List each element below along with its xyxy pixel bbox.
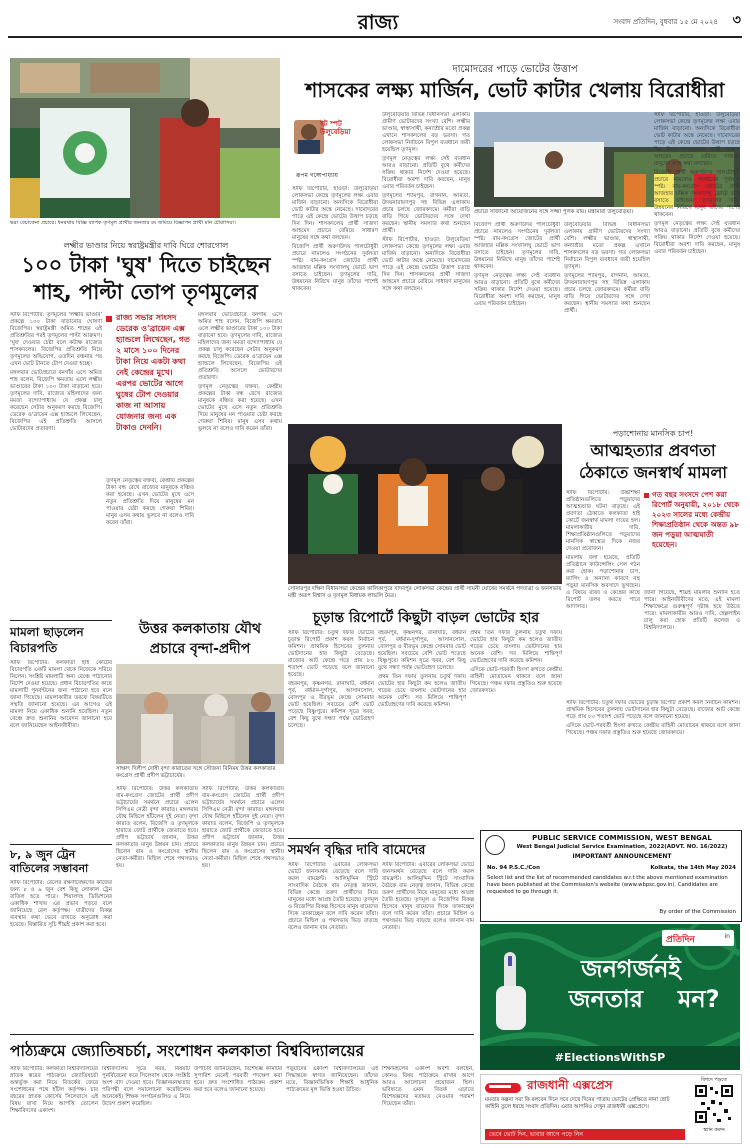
story9-para5: শিক্ষামহলের একাংশ অবশ্য বলছেন, কোনও বিষয় পাঠ্যক্রমে রাখার আগে আরও আলোচনা প্রয়োজন ছিল। ভবিষ্যতে এমন বিতর্ক এড়াতে বিশেষজ্ঞদের মতামত নেওয়ার পরামর্শ দিয়েছেন তাঁরা।	[382, 1066, 474, 1107]
story1-body-col3	[198, 312, 282, 614]
qr-label: বিশদে পড়তে	[700, 1077, 728, 1083]
story3-para1: স্টাফ রিপোর্টার: উচ্চশিক্ষা প্রতিষ্ঠানগুলিতে পড়ুয়াদের আত্মহত্যার ঘটনা বাড়ছে। এই প্রবণতা ঠেকাতে কলকাতা হাই কোর্টে জনস্বার্থ মামলা দায়ের হল। মামলাকারীর দাবি, শিক্ষাপ্রতিষ্ঠানগুলিতে পড়ুয়াদের মানসিক স্বাস্থ্যের দিকে নজর দেওয়া প্রয়োজন।	[566, 490, 640, 552]
story1-body-col1	[10, 312, 102, 614]
ad-line2: জনতার	[569, 985, 643, 1013]
story7-body-col1	[288, 630, 374, 836]
psc-number: No. 94 P.S.C./Con	[487, 865, 540, 871]
story5-headline-line2: বাতিলের সম্ভাবনা	[10, 862, 89, 875]
story1-headline-line2: শাহ, পাল্টা তোপ তৃণমূলের	[34, 280, 258, 304]
story1-para1: স্টাফ রিপোর্টার: তৃণমূলের 'লক্ষ্মীর ভাণ্ডার' প্রকল্পে ১০০ টাকা বাড়ানোর ঘোষণা বিজেপির। স্বরাষ্ট্রমন্ত্রী অমিত শাহের এই প্রতিশ্রুতির পরই তৃণমূলের পাল্টা আক্রমণ। 'ঘুষ' দেওয়ার চেষ্টা বলে কটাক্ষ রাজ্যের শাসকদলের। বিজেপির প্রতিশ্রুতি নিয়ে তৃণমূলের অভিযোগ, এতদিন বঞ্চনার পর এখন ভোট টানতে টোপ দেওয়া হচ্ছে।	[10, 312, 102, 367]
story6-headline-line1: উত্তর কলকাতায় যৌথ	[138, 621, 262, 637]
story8-para1: স্টাফ রিপোর্টার: এবারের লোকসভা ভোটে জনসমর্থন বেড়েছে বলে দাবি করল বামফ্রন্ট। আলিমুদ্দিন স্ট্রিটে সাংবাদিক বৈঠকে বাম নেতৃত্ব জানান, বিভিন্ন কেন্দ্রে তরুণ প্রার্থীদের নিয়ে মানুষের মধ্যে আগ্রহ তৈরি হয়েছে। তৃণমূল ও বিজেপির বিকল্প হিসেবে মানুষ বামেদের দিকে তাকাচ্ছেন বলে দাবি করেন তাঁরা। প্রচারে মিছিল ও পথসভায় ভিড় বাড়ছে বলেও জানান বাম নেতারা।	[288, 862, 378, 931]
story2-para5-cont: তৃণমূলের শ্যামপুর, বাগনান, আমতা, উদয়নারায়ণপুর সহ বিভিন্ন এলাকায় প্রচার চলছে জোরকদমে। কর্মীরা বাড়ি বাড়ি গিয়ে ভোটারদের সঙ্গে দেখা করছেন। স্থানীয় সমস্যার কথা শুনছেন প্রার্থী।	[564, 273, 650, 314]
story4-headline-line2: বিচারপতি	[10, 641, 58, 655]
market-photo	[10, 58, 280, 218]
psc-date: Kolkata, the 14th May 2024	[650, 865, 736, 871]
story7-para2-cont: বহরমপুর, কৃষ্ণনগর, রানাঘাট, বর্ধমান পূর্ব, বর্ধমান-দুর্গাপুর, আসানসোল, বোলপুর ও বীরভূম কেন্দ্রে সোমবার ভোট হয়েছিল। সবচেয়ে বেশি ভোট পড়েছে বিষ্ণুপুরে। কমিশন সূত্রে খবর, বেশ কিছু বুথে সন্ধ্যা পর্যন্ত ভোটগ্রহণ চলেছে।	[378, 630, 466, 671]
divider-left-1	[10, 620, 112, 621]
ad-brand-name: প্রতিদিন	[666, 935, 695, 945]
story1-kicker: লক্ষ্মীর ভাণ্ডার নিয়ে স্বরাষ্ট্রমন্ত্রীর দাবি ঘিরে শোরগোল	[63, 241, 229, 250]
story2-para2: বিজেপি প্রার্থী অরুণউদয় পালচৌধুরী প্রচারে নামলেও সংগঠনের দুর্বলতা স্পষ্ট। বাম-কংগ্রেস জোটের প্রার্থী আজহার মল্লিক সংখ্যালঘু ভোটে ভাগ বসাতে চাইছেন। তৃণমূলের দাবি, উন্নয়নের নিরিখে মানুষ তাঁদের পাশেই থাকবেন।	[292, 244, 378, 292]
story1-para2: মঙ্গলবার ভোটপ্রচারে বনগাঁয় এসে অমিত শাহ বলেন, বিজেপি ক্ষমতায় এলে লক্ষ্মীর ভাণ্ডারের টাকা ১০০ টাকা বাড়ানো হবে। তৃণমূলের দাবি, রাজ্যের মহিলাদের জন্য মমতা বন্দ্যোপাধ্যায় যে প্রকল্প চালু করেছেন সেটার অনুকরণ করছে বিজেপি। ডেরেক ও'ব্রায়েন এক্স হ্যান্ডলে লিখেছেন, বিজেপির এই প্রতিশ্রুতি আসলে ভোটারদের প্রতারণা।	[10, 370, 102, 432]
story3-headline-line2: ঠেকাতে জনস্বার্থ মামলা	[578, 463, 728, 482]
rally-photo-caption: প্রচারে সাজানো আয়োজনের সঙ্গে সজ্জা পুলক রায়। মন্ত্রামারা উলুবেড়িয়া।	[474, 209, 634, 215]
story2-para2-cont2: বিজেপি প্রার্থী অরুণউদয় পালচৌধুরী প্রচারে নামলেও সংগঠনের দুর্বলতা স্পষ্ট। বাম-কংগ্রেস জোটের প্রার্থী আজহার মল্লিক সংখ্যালঘু ভোটে ভাগ বসাতে চাইছেন। তৃণমূলের দাবি, উন্নয়নের নিরিখে মানুষ তাঁদের পাশেই থাকবেন।	[654, 170, 740, 218]
story7-para3: প্রথম তিন দফার তুলনায় চতুর্থ দফায় ভোটের হার কিছুটা কম হলেও জাতীয় গড়ের চেয়ে বাংলায় ভোটদানের হার অনেক বেশি। সব মিলিয়ে শান্তিপূর্ণ ভোটগ্রহণের দাবি করেছে কমিশন।	[378, 674, 466, 708]
story7-headline: চূড়ান্ত রিপোর্টে কিছুটা বাড়ল ভোটের হার	[312, 610, 540, 626]
story1-para1-cont: মঙ্গলবার ভোটপ্রচারে বনগাঁয় এসে অমিত শাহ বলেন, বিজেপি ক্ষমতায় এলে লক্ষ্মীর ভাণ্ডারের টাকা ১০০ টাকা বাড়ানো হবে। তৃণমূলের দাবি, রাজ্যের মহিলাদের জন্য মমতা বন্দ্যোপাধ্যায় যে প্রকল্প চালু করেছেন সেটার অনুকরণ করছে বিজেপি। ডেরেক ও'ব্রায়েন এক্স হ্যান্ডলে লিখেছেন, বিজেপির এই প্রতিশ্রুতি আসলে ভোটারদের প্রতারণা।	[198, 312, 282, 381]
story9-para2: বিশ্ববিদ্যালয় সূত্রে খবর, বিষয়টি পুনর্বিবেচনা করে সিলেবাস থেকে সংশ্লিষ্ট অংশ বাদ দেওয়া হবে। বিজ্ঞানমনস্কতার পরিপন্থী বলে সমালোচনা করেছিলেন অনেকেই। শিক্ষক সংগঠনগুলিও এ নিয়ে উদ্বেগ প্রকাশ করেছিল।	[102, 1066, 190, 1107]
story6-body-col2	[202, 786, 284, 1030]
brinda-photo	[116, 664, 284, 764]
qr-sublabel: স্ক্যান করুন	[703, 1127, 725, 1133]
story7-body-col3	[470, 630, 562, 836]
story1-para3: তৃণমূল নেতৃত্বের বক্তব্য, কেন্দ্রীয় প্রকল্পের টাকা বন্ধ রেখে রাজ্যের মানুষকে বঞ্চিত করা হয়েছে। এখন ভোটের মুখে এসে নতুন প্রতিশ্রুতি দিয়ে মানুষের মন পাওয়ার চেষ্টা করছে গেরুয়া শিবির। মানুষ এসব কথায় ভুলবে না বলেও দাবি করেন তাঁরা।	[106, 478, 194, 526]
story7-body-col4	[566, 700, 740, 820]
story7-para1-cont: স্টাফ রিপোর্টার: চতুর্থ দফার ভোটের চূড়ান্ত রিপোর্ট প্রকাশ করল নির্বাচন কমিশন। প্রাথমিক হিসেবের তুলনায় ভোটদানের হার কিছুটা বেড়েছে। রাজ্যের আট কেন্দ্রে গড়ে প্রায় ৮০ শতাংশ ভোট পড়েছে বলে জানানো হয়েছে।	[566, 700, 740, 720]
ad-brand-suffix: in	[724, 933, 730, 940]
story8-para1-cont: স্টাফ রিপোর্টার: এবারের লোকসভা ভোটে জনসমর্থন বেড়েছে বলে দাবি করল বামফ্রন্ট। আলিমুদ্দিন স্ট্রিটে সাংবাদিক বৈঠকে বাম নেতৃত্ব জানান, বিভিন্ন কেন্দ্রে তরুণ প্রার্থীদের নিয়ে মানুষের মধ্যে আগ্রহ তৈরি হয়েছে। তৃণমূল ও বিজেপির বিকল্প হিসেবে মানুষ বামেদের দিকে তাকাচ্ছেন বলে দাবি করেন তাঁরা। প্রচারে মিছিল ও পথসভায় ভিড় বাড়ছে বলেও জানান বাম নেতারা।	[382, 862, 474, 931]
ad-line1: জনগর্জনই	[581, 955, 681, 983]
brinda-photo-caption: সাক্ষাৎ দিলীপ দোষী বৃন্দা কারাতের সঙ্গে সৌজন্য বিনিময় উত্তর কলকাতার কংগ্রেস প্রার্থী প্রদীপ ভট্টাচার্যের।	[116, 766, 276, 779]
story2-kicker: দামোদরের পাড়ে ভোটের উত্তাপ	[452, 64, 578, 75]
story3-headline-line1: আত্মহত্যার প্রবণতা	[590, 441, 716, 460]
page-number: ৩	[732, 13, 741, 28]
header-rule	[8, 36, 742, 38]
market-photo-caption: ভরা বেচাকেনা প্রচারে। ধনরথায় বিজ্ঞি ব্যাপক তৃণমূল প্রার্থীর জনতার রং জমিয়ে বিজ্ঞাপন প্রার্থী মনি চৌরাসিয়া।	[10, 220, 236, 226]
ad-brand	[662, 930, 734, 946]
divider-left-2	[10, 844, 112, 845]
psc-body: Select list and the list of recommended candidates w.r.t the above mentioned examination have been published at the Commission's website (www.wbpsc.gov.in). Candidates are requested to go through it.	[487, 875, 728, 895]
campaign-photo	[288, 424, 562, 584]
rajdhani-tagline: ভেবে ভোট দিন, ভাবার আগে পড়ে নিন	[485, 1129, 685, 1140]
story2-para5: তৃণমূলের শ্যামপুর, বাগনান, আমতা, উদয়নারায়ণপুর সহ বিভিন্ন এলাকায় প্রচার চলছে জোরকদমে। কর্মীরা বাড়ি বাড়ি গিয়ে ভোটারদের সঙ্গে দেখা করছেন। স্থানীয় সমস্যার কথা শুনছেন প্রার্থী।	[382, 193, 470, 234]
story7-para1: স্টাফ রিপোর্টার: চতুর্থ দফার ভোটের চূড়ান্ত রিপোর্ট প্রকাশ করল নির্বাচন কমিশন। প্রাথমিক হিসেবের তুলনায় ভোটদানের হার কিছুটা বেড়েছে। রাজ্যের আট কেন্দ্রে গড়ে প্রায় ৮০ শতাংশ ভোট পড়েছে বলে জানানো হয়েছে।	[288, 630, 374, 678]
story3-body-col1	[566, 490, 640, 696]
story3-para3: জানা গিয়েছে, শীঘ্রই মামলার শুনানি হতে পারে। আইনজীবীদের মতে, এই মামলা শিক্ষাক্ষেত্রে গুরুত্বপূর্ণ দৃষ্টান্ত হয়ে উঠতে পারে। মামলাকারীর আরও দাবি, হেল্পলাইন চালু করা হোক প্রতিটি কলেজ ও বিশ্ববিদ্যালয়ে।	[644, 590, 740, 631]
story9-para3: উপাচার্য জানিয়েছেন, বিশেষজ্ঞ কমিটির সুপারিশ মেনেই পরবর্তী পদক্ষেপ করা হবে। দ্রুত সংশোধিত পাঠ্যক্রম প্রকাশ করা হবে বলেও জানানো হয়েছে।	[194, 1066, 282, 1093]
qr-code[interactable]	[695, 1085, 733, 1123]
story5-body: স্টাফ রিপোর্টার: রেলের রক্ষণাবেক্ষণের কাজের জন্য ৮ ও ৯ জুন বেশ কিছু লোকাল ট্রেন বাতিল হতে পারে। শিয়ালদহ ডিভিশনের একাধিক শাখায় এর প্রভাব পড়বে বলে জানিয়েছে রেল কর্তৃপক্ষ। যাত্রীদের বিকল্প ব্যবস্থার কথা ভেবে রাখতে অনুরোধ করা হয়েছে। বিস্তারিত সূচি শীঘ্রই প্রকাশ করা হবে।	[10, 880, 112, 928]
psc-notice	[480, 830, 742, 922]
hotspot-tag: হট স্পট উলুবেড়িয়া	[320, 120, 351, 136]
ad-hand-icon	[494, 952, 528, 1032]
section-title: রাজ্য	[357, 10, 399, 34]
psc-emblem	[485, 835, 505, 855]
story4-body: স্টাফ রিপোর্টার: কলকাতা হাই কোর্টের বিচারপতি একটি মামলা থেকে নিজেকে সরিয়ে নিলেন। সংশ্লিষ্ট মামলাটি অন্য বেঞ্চে পাঠানোর নির্দেশ দেওয়া হয়েছে। প্রধান বিচারপতির কাছে মামলাটি পুনর্বণ্টনের জন্য পাঠানো হবে বলে জানা গিয়েছে। মামলাকারীর তরফে বিষয়টিতে সম্মতি জানানো হয়েছে। এর আগেও এই মামলা নিয়ে একাধিক শুনানি হয়েছিল। নতুন বেঞ্চে দ্রুত শুনানির আবেদন জানানো হবে বলে জানিয়েছেন আইনজীবীরা।	[10, 660, 112, 729]
story6-headline-line2: প্রচারে বৃন্দা-প্রদীপ	[149, 641, 251, 657]
story9-para4: পড়ুয়াদের একাংশ বিশ্ববিদ্যালয়ের এই সিদ্ধান্তকে স্বাগত জানিয়েছেন। তাঁদের মতে, বিজ্ঞানভিত্তিক শিক্ষাই আধুনিক পাঠ্যক্রমের মূল ভিত্তি হওয়া উচিত।	[286, 1066, 378, 1093]
story7-para3-cont: প্রথম তিন দফার তুলনায় চতুর্থ দফায় ভোটের হার কিছুটা কম হলেও জাতীয় গড়ের চেয়ে বাংলায় ভোটদানের হার অনেক বেশি। সব মিলিয়ে শান্তিপূর্ণ ভোটগ্রহণের দাবি করেছে কমিশন।	[470, 630, 562, 664]
story2-para2-cont: বিজেপি প্রার্থী অরুণউদয় পালচৌধুরী প্রচারে নামলেও সংগঠনের দুর্বলতা স্পষ্ট। বাম-কংগ্রেস জোটের প্রার্থী আজহার মল্লিক সংখ্যালঘু ভোটে ভাগ বসাতে চাইছেন। তৃণমূলের দাবি, উন্নয়নের নিরিখে মানুষ তাঁদের পাশেই থাকবেন।	[474, 222, 560, 270]
story3-factbox	[644, 490, 740, 586]
factbox-bullet	[644, 493, 649, 498]
psc-title: PUBLIC SERVICE COMMISSION, WEST BENGAL	[532, 834, 712, 842]
rajdhani-ad[interactable]	[480, 1074, 742, 1144]
story9-body-col1	[10, 1066, 98, 1142]
columnist-box	[292, 120, 351, 170]
story2-para1-cont: স্টাফ রিপোর্টার, হাওড়া: উলুবেড়িয়া লোকসভা কেন্দ্রে তৃণমূলের লক্ষ্য এবার মার্জিন বাড়ানো। অন্যদিকে বিরোধীরা ভোট কাটার অঙ্কে নেমেছে। দামোদরের পাড়ে এই কেন্দ্রে ভোটের উত্তাপ চড়ছে দিন দিন। শাসকদলের প্রার্থী সাজদা আহমেদ প্রচারে বেরিয়ে সাধারণ মানুষের সঙ্গে কথা বলছেন।	[382, 237, 470, 292]
page-header	[8, 8, 742, 38]
story4-headline-line1: মামলা ছাড়লেন	[10, 625, 84, 639]
story1-para3-cont: তৃণমূল নেতৃত্বের বক্তব্য, কেন্দ্রীয় প্রকল্পের টাকা বন্ধ রেখে রাজ্যের মানুষকে বঞ্চিত করা হয়েছে। এখন ভোটের মুখে এসে নতুন প্রতিশ্রুতি দিয়ে মানুষের মন পাওয়ার চেষ্টা করছে গেরুয়া শিবির। মানুষ এসব কথায় ভুলবে না বলেও দাবি করেন তাঁরা।	[198, 384, 282, 432]
pullquote-text: রাজ্য সভার সাংসদ ডেরেক ও'ব্রায়েন এক্স হ্যান্ডলে লিখেছেন, গত ২ মাসে ১০০ দিনের টাকা নিয়ে একটা কথা নেই কেন্দ্রের মুখে। এরপর ভোটের আগে ঘুষের টোপ দেওয়ার কাজ না আসায় যোজনার জন্য এক টাকাও দেননি।	[116, 313, 190, 432]
story9-body-col2	[102, 1066, 190, 1142]
dateline: সংবাদ প্রতিদিন, বুধবার ১৫ মে ২০২৪	[613, 18, 718, 26]
columnist-name: রূপম গঙ্গোপাধ্যায়	[296, 172, 338, 179]
story8-headline: সমর্থন বৃদ্ধির দাবি বামেদের	[288, 843, 426, 858]
divider-mid-1	[288, 838, 474, 839]
story9-para1: স্টাফ রিপোর্টার: কলকাতা বিশ্ববিদ্যালয়ের স্নাতক স্তরের পাঠ্যক্রমে জ্যোতিষচর্চা অন্তর্ভুক্ত করা নিয়ে বিতর্কের জেরে সংশোধনের পথে হাঁটল কর্তৃপক্ষ। চার বছরের স্নাতক কোর্সের সিলেবাসে এই বিষয় রাখা নিয়ে আপত্তি তোলেন শিক্ষাবিদদের একাংশ।	[10, 1066, 98, 1114]
story8-body-col1	[288, 862, 378, 1032]
divider-bottom	[10, 1034, 474, 1035]
story2-para1: স্টাফ রিপোর্টার, হাওড়া: উলুবেড়িয়া লোকসভা কেন্দ্রে তৃণমূলের লক্ষ্য এবার মার্জিন বাড়ানো। অন্যদিকে বিরোধীরা ভোট কাটার অঙ্কে নেমেছে। দামোদরের পাড়ে এই কেন্দ্রে ভোটের উত্তাপ চড়ছে দিন দিন। শাসকদলের প্রার্থী সাজদা আহমেদ প্রচারে বেরিয়ে সাধারণ মানুষের সঙ্গে কথা বলছেন।	[292, 186, 378, 241]
story9-headline: পাঠ্যক্রমে জ্যোতিষচর্চা, সংশোধন কলকাতা বিশ্ববিদ্যালয়ের	[10, 1042, 365, 1060]
story7-para4: এদিকে ভোট-পরবর্তী হিংসা রুখতে কেন্দ্রীয় বাহিনী মোতায়েন থাকবে বলে জানা গিয়েছে। পঞ্চম দফার প্রস্তুতিও শুরু হয়েছে জোরকদমে।	[470, 667, 562, 694]
story7-body-col2	[378, 630, 466, 836]
psc-subtitle: West Bengal Judicial Service Examination, 2022(ADVT. NO. 16/2022)	[516, 844, 728, 850]
story7-para4-cont: এদিকে ভোট-পরবর্তী হিংসা রুখতে কেন্দ্রীয় বাহিনী মোতায়েন থাকবে বলে জানা গিয়েছে। পঞ্চম দফার প্রস্তুতিও শুরু হয়েছে জোরকদমে।	[566, 723, 740, 736]
campaign-photo-caption: সোনারপুর দক্ষিণ বিধানসভা কেন্দ্রের কালিকাপুরে যাদবপুর লোকসভা কেন্দ্রের প্রার্থী সায়নী ঘোষের সমর্থনে পদযাত্রা ও জনসভায় মন্ত্রী অরূপ বিশ্বাস ও তৃণমূল বিধায়ক লাভলি মৈত্র।	[288, 586, 562, 599]
factbox-text: গত বছর সংসদে পেশ করা রিপোর্ট অনুযায়ী, ২০১৮ থেকে ২০২৩ সালের মধ্যে কেন্দ্রীয় শিক্ষাপ্রতিষ্ঠান থেকে অন্তত ৯৮ জন পড়ুয়া আত্মঘাতী হয়েছেন।	[652, 490, 740, 549]
story2-para4-cont: তৃণমূল নেতৃত্বের লক্ষ্য সেই ব্যবধান আরও বাড়ানো। প্রতিটি বুথে কর্মীদের সক্রিয় থাকার নির্দেশ দেওয়া হয়েছে। বিরোধীরা অবশ্য দাবি করছেন, মানুষ এবার পরিবর্তন চাইছেন।	[474, 273, 560, 307]
story2-headline: শাসকের লক্ষ্য মার্জিন, ভোট কাটার খেলায় বিরোধীরা	[305, 78, 725, 102]
story9-body-col5	[382, 1066, 474, 1142]
elections-ad[interactable]	[480, 924, 740, 1070]
story8-body-col2	[382, 862, 474, 1032]
rajdhani-title: রাজধানী এক্সপ্রেস	[527, 1078, 613, 1092]
story1-body-col2	[106, 478, 194, 614]
ad-hashtag: #ElectionsWithSP	[480, 1046, 740, 1070]
story2-para4-cont2: তৃণমূল নেতৃত্বের লক্ষ্য সেই ব্যবধান আরও বাড়ানো। প্রতিটি বুথে কর্মীদের সক্রিয় থাকার নির্দেশ দেওয়া হয়েছে। বিরোধীরা অবশ্য দাবি করছেন, মানুষ এবার পরিবর্তন চাইছেন।	[654, 221, 740, 255]
story9-body-col3	[194, 1066, 282, 1142]
story5-headline-line1: ৮, ৯ জুন ট্রেন	[10, 848, 76, 861]
story3-body-col2	[644, 590, 740, 696]
story1-pullquote	[106, 312, 194, 472]
story1-headline-line1: ১০০ টাকা 'ঘুষ' দিতে চাইছেন	[21, 253, 271, 277]
story2-para4: তৃণমূল নেতৃত্বের লক্ষ্য সেই ব্যবধান আরও বাড়ানো। প্রতিটি বুথে কর্মীদের সক্রিয় থাকার নির্দেশ দেওয়া হয়েছে। বিরোধীরা অবশ্য দাবি করছেন, মানুষ এবার পরিবর্তন চাইছেন।	[382, 156, 470, 190]
ad-line3: মন?	[678, 985, 720, 1013]
rajdhani-text: মমতার কল্পনা সরা কি বলবেন দিনে সবে দেখে দিনের পাতায় ভোটের প্রেক্ষিতে নানা ছোট কাহিনি তুলে ধরছে সংবাদ প্রতিদিন। এবার আপনিও দেখুন রাজধানী এক্সপ্রেসে।	[485, 1097, 670, 1110]
story6-para1: স্টাফ রিপোর্টার: উত্তর কলকাতায় বাম-কংগ্রেস জোটের প্রার্থী প্রদীপ ভট্টাচার্যের সমর্থনে প্রচারে এলেন সিপিএম নেত্রী বৃন্দা কারাত। মঙ্গলবার যৌথ মিছিলে হাঁটলেন দুই নেতা। বৃন্দা কারাত বলেন, বিজেপি ও তৃণমূলকে হারাতে জোট প্রার্থীকে জেতাতে হবে। প্রদীপ ভট্টাচার্য জানান, উত্তর কলকাতার মানুষ উন্নয়ন চান। প্রচারে ছিলেন বাম ও কংগ্রেসের স্থানীয় নেতা-কর্মীরা। মিছিল শেষে পথসভাও হয়।	[116, 786, 198, 869]
story2-para1-cont2: স্টাফ রিপোর্টার, হাওড়া: উলুবেড়িয়া লোকসভা কেন্দ্রে তৃণমূলের লক্ষ্য এবার মার্জিন বাড়ানো। অন্যদিকে বিরোধীরা ভোট কাটার অঙ্কে নেমেছে। দামোদরের পাড়ে এই কেন্দ্রে ভোটের উত্তাপ চড়ছে দিন দিন। শাসকদলের প্রার্থী সাজদা আহমেদ প্রচারে বেরিয়ে সাধারণ মানুষের সঙ্গে কথা বলছেন।	[654, 112, 740, 167]
story6-para1-cont: স্টাফ রিপোর্টার: উত্তর কলকাতায় বাম-কংগ্রেস জোটের প্রার্থী প্রদীপ ভট্টাচার্যের সমর্থনে প্রচারে এলেন সিপিএম নেত্রী বৃন্দা কারাত। মঙ্গলবার যৌথ মিছিলে হাঁটলেন দুই নেতা। বৃন্দা কারাত বলেন, বিজেপি ও তৃণমূলকে হারাতে জোট প্রার্থীকে জেতাতে হবে। প্রদীপ ভট্টাচার্য জানান, উত্তর কলকাতার মানুষ উন্নয়ন চান। প্রচারে ছিলেন বাম ও কংগ্রেসের স্থানীয় নেতা-কর্মীরা। মিছিল শেষে পথসভাও হয়।	[202, 786, 284, 869]
story2-para3: উলুবেড়িয়ার বিভিন্ন বিধানসভা এলাকায় গ্রামীণ ভোটারদের সংখ্যা বেশি। লক্ষ্মীর ভাণ্ডার, স্বাস্থ্যসাথী, কন্যাশ্রীর মতো প্রকল্প এখানে শাসকদলের বড় ভরসা। গত লোকসভা নির্বাচনে বিপুল ব্যবধানে জয়ী হয়েছিল তৃণমূল।	[382, 112, 470, 153]
story6-body-col1	[116, 786, 198, 1030]
story2-para3-cont: উলুবেড়িয়ার বিভিন্ন বিধানসভা এলাকায় গ্রামীণ ভোটারদের সংখ্যা বেশি। লক্ষ্মীর ভাণ্ডার, স্বাস্থ্যসাথী, কন্যাশ্রীর মতো প্রকল্প এখানে শাসকদলের বড় ভরসা। গত লোকসভা নির্বাচনে বিপুল ব্যবধানে জয়ী হয়েছিল তৃণমূল।	[564, 222, 650, 270]
psc-label: IMPORTANT ANNOUNCEMENT	[572, 853, 672, 860]
story3-kicker: পড়াশোনায় মানসিক চাপ!	[612, 429, 694, 438]
train-icon	[485, 1079, 525, 1095]
story7-para2: বহরমপুর, কৃষ্ণনগর, রানাঘাট, বর্ধমান পূর্ব, বর্ধমান-দুর্গাপুর, আসানসোল, বোলপুর ও বীরভূম কেন্দ্রে সোমবার ভোট হয়েছিল। সবচেয়ে বেশি ভোট পড়েছে বিষ্ণুপুরে। কমিশন সূত্রে খবর, বেশ কিছু বুথে সন্ধ্যা পর্যন্ত ভোটগ্রহণ চলেছে।	[288, 681, 374, 729]
psc-sign: By order of the Commission	[659, 909, 736, 915]
story3-para2: মামলায় বলা হয়েছে, প্রতিটি প্রতিষ্ঠানে কাউন্সেলিং সেল গঠন করা হোক। পড়াশোনার চাপ, র‍্যাগিং ও অন্যান্য কারণে বহু পড়ুয়া মানসিক অবসাদে ভুগছেন। এ বিষয়ে রাজ্য ও কেন্দ্রের কাছে রিপোর্ট তলব করতে পারে আদালত।	[566, 555, 640, 610]
pullquote-bullet	[106, 316, 112, 322]
story9-body-col4	[286, 1066, 378, 1142]
